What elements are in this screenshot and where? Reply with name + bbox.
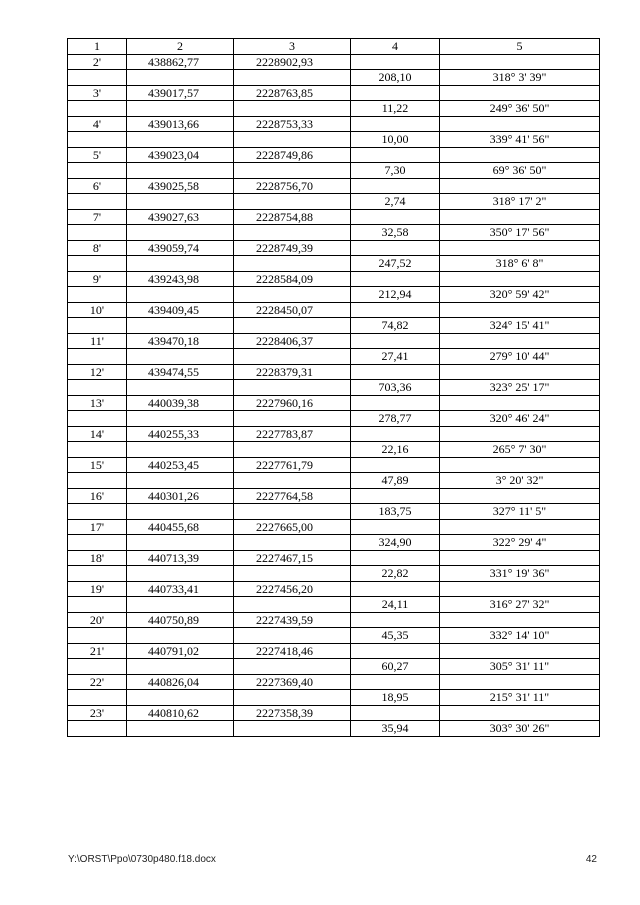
- bearing-cell: [440, 240, 600, 256]
- point-number-cell: 12': [68, 364, 127, 380]
- bearing-cell: 327° 11' 5": [440, 504, 600, 520]
- bearing-cell: [440, 519, 600, 535]
- length-cell: 2,74: [351, 194, 440, 210]
- table-row: [68, 116, 600, 132]
- x-coordinate-cell: [127, 101, 234, 117]
- y-coordinate-cell: 2228902,93: [234, 54, 351, 70]
- point-number-cell: 7': [68, 209, 127, 225]
- x-coordinate-cell: [127, 318, 234, 334]
- x-coordinate-cell: 439470,18: [127, 333, 234, 349]
- length-cell: 35,94: [351, 721, 440, 737]
- point-number-cell: [68, 535, 127, 551]
- table-header-row: [68, 39, 600, 55]
- bearing-cell: 305° 31' 11": [440, 659, 600, 675]
- bearing-cell: [440, 674, 600, 690]
- table-row: [68, 395, 600, 411]
- length-cell: 47,89: [351, 473, 440, 489]
- y-coordinate-cell: [234, 597, 351, 613]
- bearing-cell: 3° 20' 32": [440, 473, 600, 489]
- x-coordinate-cell: 440301,26: [127, 488, 234, 504]
- x-coordinate-cell: 438862,77: [127, 54, 234, 70]
- length-cell: [351, 674, 440, 690]
- y-coordinate-cell: [234, 659, 351, 675]
- point-number-cell: 4': [68, 116, 127, 132]
- y-coordinate-cell: [234, 318, 351, 334]
- point-number-cell: [68, 411, 127, 427]
- bearing-cell: 320° 46' 24": [440, 411, 600, 427]
- length-cell: 703,36: [351, 380, 440, 396]
- bearing-cell: [440, 302, 600, 318]
- length-cell: 208,10: [351, 70, 440, 86]
- bearing-cell: 303° 30' 26": [440, 721, 600, 737]
- y-coordinate-cell: 2228763,85: [234, 85, 351, 101]
- point-number-cell: 11': [68, 333, 127, 349]
- y-coordinate-cell: 2228406,37: [234, 333, 351, 349]
- length-cell: 45,35: [351, 628, 440, 644]
- bearing-cell: [440, 643, 600, 659]
- bearing-cell: 322° 29' 4": [440, 535, 600, 551]
- y-coordinate-cell: [234, 473, 351, 489]
- bearing-cell: 331° 19' 36": [440, 566, 600, 582]
- table-row: [68, 550, 600, 566]
- point-number-cell: [68, 721, 127, 737]
- x-coordinate-cell: 440253,45: [127, 457, 234, 473]
- x-coordinate-cell: 440255,33: [127, 426, 234, 442]
- y-coordinate-cell: 2227369,40: [234, 674, 351, 690]
- x-coordinate-cell: 440713,39: [127, 550, 234, 566]
- y-coordinate-cell: 2227439,59: [234, 612, 351, 628]
- point-number-cell: 2': [68, 54, 127, 70]
- table-row: [68, 101, 600, 117]
- bearing-cell: [440, 581, 600, 597]
- point-number-cell: [68, 225, 127, 241]
- footer-file-path: Y:\ORST\Ppo\0730p480.f18.docx: [68, 854, 216, 865]
- y-coordinate-cell: 2228754,88: [234, 209, 351, 225]
- point-number-cell: [68, 442, 127, 458]
- point-number-cell: [68, 659, 127, 675]
- length-cell: [351, 519, 440, 535]
- y-coordinate-cell: [234, 163, 351, 179]
- table-row: [68, 535, 600, 551]
- point-number-cell: 13': [68, 395, 127, 411]
- length-cell: [351, 178, 440, 194]
- length-cell: [351, 426, 440, 442]
- x-coordinate-cell: [127, 504, 234, 520]
- length-cell: 247,52: [351, 256, 440, 272]
- y-coordinate-cell: 2227456,20: [234, 581, 351, 597]
- point-number-cell: 21': [68, 643, 127, 659]
- table-row: [68, 132, 600, 148]
- y-coordinate-cell: 2228584,09: [234, 271, 351, 287]
- length-cell: 27,41: [351, 349, 440, 365]
- y-coordinate-cell: 2228379,31: [234, 364, 351, 380]
- bearing-cell: 279° 10' 44": [440, 349, 600, 365]
- table-row: [68, 302, 600, 318]
- x-coordinate-cell: [127, 442, 234, 458]
- table-row: [68, 163, 600, 179]
- bearing-cell: [440, 271, 600, 287]
- table-row: [68, 364, 600, 380]
- length-cell: [351, 643, 440, 659]
- x-coordinate-cell: [127, 349, 234, 365]
- x-coordinate-cell: [127, 411, 234, 427]
- x-coordinate-cell: [127, 163, 234, 179]
- bearing-cell: 318° 17' 2": [440, 194, 600, 210]
- table-row: [68, 333, 600, 349]
- table-row: [68, 597, 600, 613]
- table-row: [68, 473, 600, 489]
- length-cell: 18,95: [351, 690, 440, 706]
- x-coordinate-cell: [127, 70, 234, 86]
- bearing-cell: 323° 25' 17": [440, 380, 600, 396]
- y-coordinate-cell: 2227418,46: [234, 643, 351, 659]
- x-coordinate-cell: 440750,89: [127, 612, 234, 628]
- y-coordinate-cell: [234, 566, 351, 582]
- table-row: [68, 488, 600, 504]
- length-cell: 11,22: [351, 101, 440, 117]
- point-number-cell: 20': [68, 612, 127, 628]
- y-coordinate-cell: 2228749,39: [234, 240, 351, 256]
- length-cell: 32,58: [351, 225, 440, 241]
- x-coordinate-cell: [127, 287, 234, 303]
- table-row: [68, 705, 600, 721]
- length-cell: [351, 364, 440, 380]
- x-coordinate-cell: 439243,98: [127, 271, 234, 287]
- y-coordinate-cell: 2228756,70: [234, 178, 351, 194]
- y-coordinate-cell: [234, 504, 351, 520]
- x-coordinate-cell: 440826,04: [127, 674, 234, 690]
- y-coordinate-cell: [234, 101, 351, 117]
- point-number-cell: 5': [68, 147, 127, 163]
- y-coordinate-cell: [234, 225, 351, 241]
- x-coordinate-cell: [127, 225, 234, 241]
- table-row: [68, 690, 600, 706]
- table-row: [68, 349, 600, 365]
- bearing-cell: 320° 59' 42": [440, 287, 600, 303]
- point-number-cell: [68, 287, 127, 303]
- x-coordinate-cell: 439023,04: [127, 147, 234, 163]
- length-cell: 22,16: [351, 442, 440, 458]
- bearing-cell: 318° 3' 39": [440, 70, 600, 86]
- table-row: [68, 256, 600, 272]
- bearing-cell: 69° 36' 50": [440, 163, 600, 179]
- length-cell: 212,94: [351, 287, 440, 303]
- table-row: [68, 411, 600, 427]
- length-cell: 278,77: [351, 411, 440, 427]
- length-cell: [351, 271, 440, 287]
- y-coordinate-cell: [234, 287, 351, 303]
- bearing-cell: [440, 457, 600, 473]
- x-coordinate-cell: [127, 473, 234, 489]
- table-row: [68, 85, 600, 101]
- y-coordinate-cell: 2227761,79: [234, 457, 351, 473]
- point-number-cell: 18': [68, 550, 127, 566]
- y-coordinate-cell: [234, 535, 351, 551]
- x-coordinate-cell: 439017,57: [127, 85, 234, 101]
- y-coordinate-cell: [234, 256, 351, 272]
- x-coordinate-cell: 440791,02: [127, 643, 234, 659]
- length-cell: [351, 147, 440, 163]
- table-row: [68, 287, 600, 303]
- x-coordinate-cell: [127, 380, 234, 396]
- length-cell: [351, 581, 440, 597]
- bearing-cell: [440, 116, 600, 132]
- table-row: [68, 147, 600, 163]
- length-cell: [351, 333, 440, 349]
- point-number-cell: 6': [68, 178, 127, 194]
- y-coordinate-cell: 2227960,16: [234, 395, 351, 411]
- header-col-3: 3: [234, 39, 351, 55]
- length-cell: [351, 209, 440, 225]
- bearing-cell: 215° 31' 11": [440, 690, 600, 706]
- length-cell: [351, 550, 440, 566]
- y-coordinate-cell: [234, 721, 351, 737]
- header-col-2: 2: [127, 39, 234, 55]
- length-cell: [351, 457, 440, 473]
- point-number-cell: 16': [68, 488, 127, 504]
- table-row: [68, 674, 600, 690]
- bearing-cell: [440, 488, 600, 504]
- table-row: [68, 426, 600, 442]
- table-row: [68, 628, 600, 644]
- x-coordinate-cell: 440455,68: [127, 519, 234, 535]
- y-coordinate-cell: 2228749,86: [234, 147, 351, 163]
- x-coordinate-cell: [127, 597, 234, 613]
- length-cell: 22,82: [351, 566, 440, 582]
- point-number-cell: 14': [68, 426, 127, 442]
- point-number-cell: [68, 163, 127, 179]
- y-coordinate-cell: 2227467,15: [234, 550, 351, 566]
- table-row: [68, 54, 600, 70]
- point-number-cell: [68, 504, 127, 520]
- point-number-cell: 17': [68, 519, 127, 535]
- bearing-cell: [440, 426, 600, 442]
- table-row: [68, 721, 600, 737]
- point-number-cell: [68, 349, 127, 365]
- table-row: [68, 504, 600, 520]
- length-cell: 24,11: [351, 597, 440, 613]
- bearing-cell: [440, 395, 600, 411]
- x-coordinate-cell: [127, 194, 234, 210]
- bearing-cell: [440, 705, 600, 721]
- y-coordinate-cell: 2228450,07: [234, 302, 351, 318]
- x-coordinate-cell: 440733,41: [127, 581, 234, 597]
- x-coordinate-cell: 439025,58: [127, 178, 234, 194]
- table-row: [68, 70, 600, 86]
- y-coordinate-cell: 2227665,00: [234, 519, 351, 535]
- length-cell: [351, 302, 440, 318]
- point-number-cell: [68, 566, 127, 582]
- bearing-cell: [440, 54, 600, 70]
- length-cell: 60,27: [351, 659, 440, 675]
- y-coordinate-cell: [234, 70, 351, 86]
- point-number-cell: [68, 101, 127, 117]
- y-coordinate-cell: [234, 380, 351, 396]
- table-row: [68, 566, 600, 582]
- point-number-cell: 15': [68, 457, 127, 473]
- table-row: [68, 194, 600, 210]
- table-row: [68, 318, 600, 334]
- x-coordinate-cell: 439409,45: [127, 302, 234, 318]
- x-coordinate-cell: [127, 628, 234, 644]
- y-coordinate-cell: [234, 628, 351, 644]
- table-row: [68, 519, 600, 535]
- point-number-cell: [68, 132, 127, 148]
- x-coordinate-cell: [127, 721, 234, 737]
- y-coordinate-cell: [234, 442, 351, 458]
- length-cell: [351, 488, 440, 504]
- x-coordinate-cell: 440810,62: [127, 705, 234, 721]
- point-number-cell: [68, 628, 127, 644]
- y-coordinate-cell: [234, 349, 351, 365]
- bearing-cell: [440, 333, 600, 349]
- point-number-cell: [68, 690, 127, 706]
- bearing-cell: 350° 17' 56": [440, 225, 600, 241]
- point-number-cell: [68, 194, 127, 210]
- header-col-5: 5: [440, 39, 600, 55]
- point-number-cell: [68, 597, 127, 613]
- table-row: [68, 380, 600, 396]
- bearing-cell: 339° 41' 56": [440, 132, 600, 148]
- x-coordinate-cell: [127, 256, 234, 272]
- bearing-cell: 332° 14' 10": [440, 628, 600, 644]
- x-coordinate-cell: 439474,55: [127, 364, 234, 380]
- table-row: [68, 225, 600, 241]
- length-cell: [351, 85, 440, 101]
- length-cell: 183,75: [351, 504, 440, 520]
- y-coordinate-cell: 2227358,39: [234, 705, 351, 721]
- coordinates-table: [67, 38, 600, 737]
- point-number-cell: [68, 70, 127, 86]
- bearing-cell: [440, 550, 600, 566]
- point-number-cell: [68, 380, 127, 396]
- header-col-1: 1: [68, 39, 127, 55]
- point-number-cell: 22': [68, 674, 127, 690]
- point-number-cell: 23': [68, 705, 127, 721]
- table-row: [68, 581, 600, 597]
- length-cell: [351, 240, 440, 256]
- length-cell: [351, 116, 440, 132]
- table-row: [68, 643, 600, 659]
- point-number-cell: 19': [68, 581, 127, 597]
- table-row: [68, 457, 600, 473]
- bearing-cell: 324° 15' 41": [440, 318, 600, 334]
- bearing-cell: [440, 147, 600, 163]
- x-coordinate-cell: [127, 659, 234, 675]
- point-number-cell: [68, 318, 127, 334]
- length-cell: 7,30: [351, 163, 440, 179]
- bearing-cell: 249° 36' 50": [440, 101, 600, 117]
- bearing-cell: [440, 178, 600, 194]
- bearing-cell: 318° 6' 8": [440, 256, 600, 272]
- bearing-cell: 265° 7' 30": [440, 442, 600, 458]
- table-body: [68, 54, 600, 736]
- point-number-cell: [68, 256, 127, 272]
- length-cell: [351, 612, 440, 628]
- bearing-cell: [440, 209, 600, 225]
- y-coordinate-cell: [234, 690, 351, 706]
- y-coordinate-cell: [234, 194, 351, 210]
- length-cell: [351, 54, 440, 70]
- x-coordinate-cell: [127, 566, 234, 582]
- length-cell: [351, 395, 440, 411]
- x-coordinate-cell: 440039,38: [127, 395, 234, 411]
- point-number-cell: 9': [68, 271, 127, 287]
- y-coordinate-cell: 2227783,87: [234, 426, 351, 442]
- bearing-cell: [440, 364, 600, 380]
- table-row: [68, 659, 600, 675]
- table-row: [68, 209, 600, 225]
- length-cell: 10,00: [351, 132, 440, 148]
- table-row: [68, 612, 600, 628]
- x-coordinate-cell: [127, 132, 234, 148]
- length-cell: 324,90: [351, 535, 440, 551]
- footer-page-number: 42: [585, 854, 597, 865]
- length-cell: [351, 705, 440, 721]
- bearing-cell: [440, 85, 600, 101]
- x-coordinate-cell: [127, 690, 234, 706]
- y-coordinate-cell: 2228753,33: [234, 116, 351, 132]
- bearing-cell: [440, 612, 600, 628]
- table-row: [68, 240, 600, 256]
- point-number-cell: 8': [68, 240, 127, 256]
- y-coordinate-cell: [234, 411, 351, 427]
- header-col-4: 4: [351, 39, 440, 55]
- point-number-cell: [68, 473, 127, 489]
- point-number-cell: 10': [68, 302, 127, 318]
- x-coordinate-cell: 439013,66: [127, 116, 234, 132]
- point-number-cell: 3': [68, 85, 127, 101]
- length-cell: 74,82: [351, 318, 440, 334]
- x-coordinate-cell: 439027,63: [127, 209, 234, 225]
- y-coordinate-cell: 2227764,58: [234, 488, 351, 504]
- bearing-cell: 316° 27' 32": [440, 597, 600, 613]
- table-row: [68, 271, 600, 287]
- table-row: [68, 178, 600, 194]
- x-coordinate-cell: [127, 535, 234, 551]
- y-coordinate-cell: [234, 132, 351, 148]
- x-coordinate-cell: 439059,74: [127, 240, 234, 256]
- table-row: [68, 442, 600, 458]
